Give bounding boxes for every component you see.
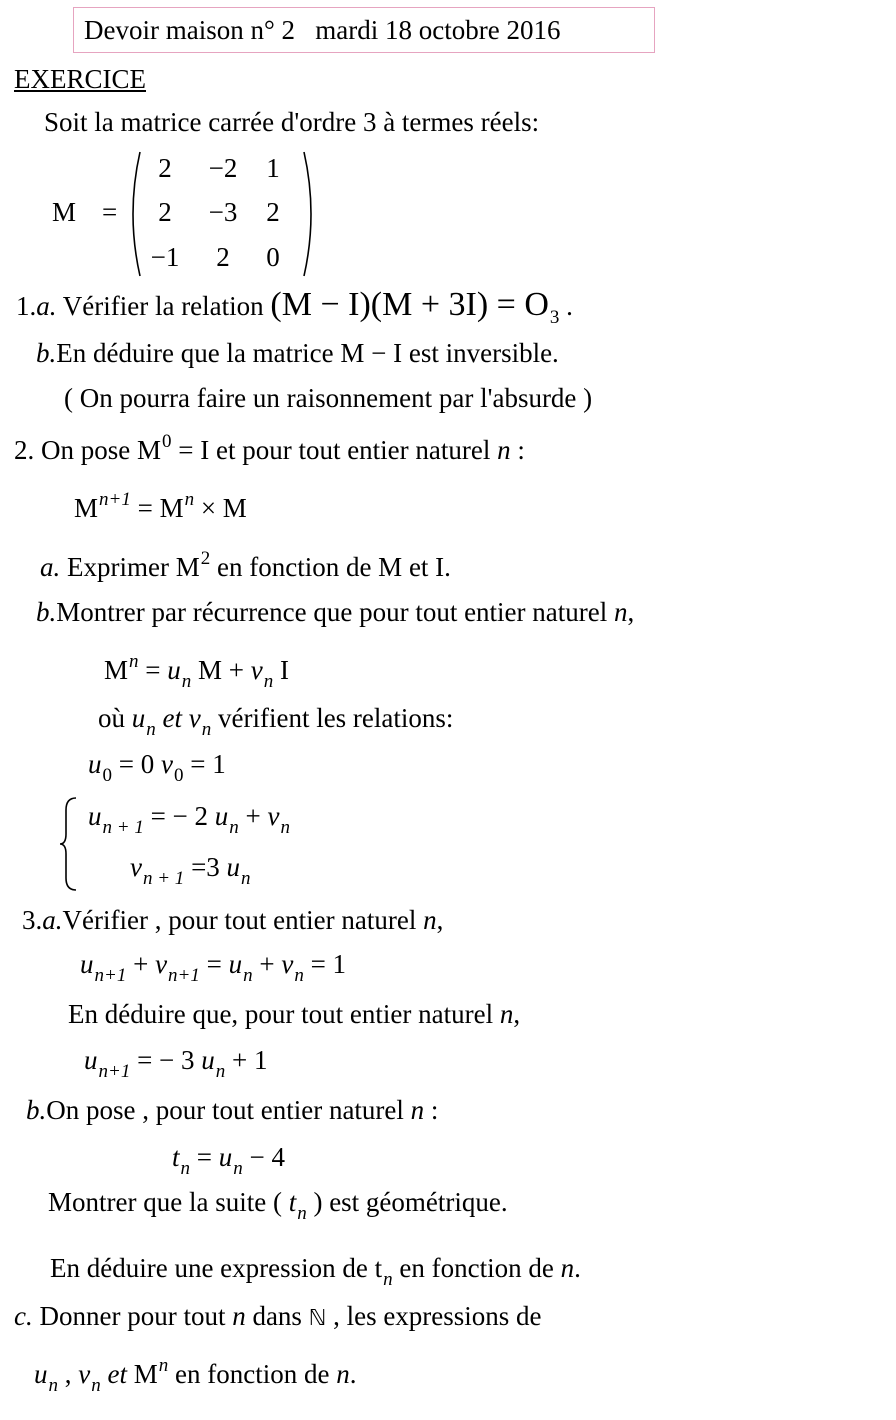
q2-letter-b: b. [36, 597, 57, 627]
q3c-text-b: dans [245, 1301, 309, 1331]
q2-intro-text-b: = I et pour tout entier naturel [171, 435, 498, 465]
rec-end: × M [194, 493, 247, 523]
sys1-sub2: n [229, 817, 239, 838]
q2a-text-b: en fonction de M et I. [210, 552, 451, 582]
mn-mid: M + [191, 655, 251, 685]
sys1-u: u [88, 801, 102, 831]
exercise-intro: Soit la matrice carrée d'ordre 3 à termes réels: [44, 107, 540, 137]
rec-m: M [74, 493, 99, 523]
eq1-sub3: n [243, 965, 253, 986]
question-1-hint: ( On pourra faire un raisonnement par l'absurde ) [64, 383, 593, 413]
sys2-v: v [130, 852, 142, 882]
q2a-sup: 2 [200, 548, 211, 569]
matrix-cell: 0 [266, 242, 280, 272]
eq1-v: v [155, 949, 168, 979]
where-u-sub: n [146, 719, 156, 740]
final-u: u [34, 1359, 48, 1389]
deduce-comma: , [513, 999, 521, 1029]
q1b-text: En déduire que la matrice M − I est inversible. [56, 338, 559, 368]
init-eq-v: = 1 [183, 749, 226, 779]
system-line-1 [88, 800, 290, 836]
where-et: et [155, 703, 189, 733]
q3a-text: Vérifier , pour tout entier naturel [62, 905, 424, 935]
mn-end: I [273, 655, 289, 685]
question-2a [40, 548, 451, 587]
final-n: n [336, 1359, 350, 1389]
final-expressions [34, 1355, 357, 1396]
expr-dot: . [574, 1253, 581, 1283]
q2a-text: Exprimer M [60, 552, 200, 582]
question-1b [36, 337, 559, 369]
geo-sub: n [297, 1203, 307, 1224]
final-dot: . [349, 1359, 357, 1389]
mn-m: M [104, 655, 129, 685]
init-eq-u: = 0 [112, 749, 161, 779]
init-u-sub: 0 [102, 765, 112, 786]
eq1-plus: + [126, 949, 156, 979]
q1a-relation: (M − I)(M + 3I) = O [270, 286, 549, 323]
expr-b: en fonction de [392, 1253, 561, 1283]
rec-mid: = M [130, 493, 184, 523]
mn-formula [104, 651, 289, 692]
question-2b [36, 596, 634, 628]
init-v-sub: 0 [173, 765, 184, 786]
final-sub1: n [48, 1375, 58, 1396]
question-3a [22, 904, 443, 936]
sys1-v: v [267, 801, 280, 831]
tdef-u: u [218, 1142, 233, 1172]
eq2-u2: u [201, 1045, 215, 1075]
geo-b: ) est géométrique. [306, 1187, 508, 1217]
question-3c [14, 1300, 542, 1335]
q3-number: 3. [22, 905, 43, 935]
q2-intro-colon: : [510, 435, 525, 465]
expr-a: En déduire une expression de t [50, 1253, 383, 1283]
q1-letter-b: b. [36, 338, 57, 368]
rec-sup-1: n+1 [99, 489, 131, 510]
sys1-mid: = − 2 [143, 801, 215, 831]
q1-number: 1. [16, 291, 37, 321]
q3c-text-a: Donner pour tout [32, 1301, 233, 1331]
question-3b [26, 1094, 438, 1126]
q2-intro-sup: 0 [162, 431, 172, 452]
final-comma: , [58, 1359, 79, 1389]
q1a-text: Vérifier la relation [62, 291, 264, 321]
q3a-n: n [423, 905, 437, 935]
tdef-end: − 4 [242, 1142, 285, 1172]
geo-t: t [288, 1187, 297, 1217]
sys2-mid: =3 [184, 852, 227, 882]
init-u: u [88, 749, 102, 779]
deduce-line [68, 998, 520, 1030]
q2-intro-text: 2. On pose M [14, 435, 161, 465]
question-1a [16, 286, 573, 328]
final-v: v [78, 1359, 91, 1389]
matrix-cell: 2 [216, 242, 230, 272]
eq1-sub2: n+1 [168, 965, 200, 986]
expr-sub: n [383, 1269, 393, 1290]
matrix-cell: 2 [266, 197, 280, 227]
system-line-2 [130, 851, 251, 887]
matrix-cell: −3 [208, 197, 238, 227]
eq2-sub2: n [215, 1061, 226, 1082]
tdef-t: t [172, 1142, 180, 1172]
exercise-heading: EXERCICE [14, 64, 146, 94]
where-clause [98, 702, 453, 738]
q3a-comma: , [436, 905, 444, 935]
matrix-cell: 2 [158, 197, 172, 227]
sys1-sub: n + 1 [102, 817, 144, 838]
eq2-mid: = − 3 [130, 1045, 202, 1075]
sys1-plus: + [238, 801, 268, 831]
sys2-u: u [226, 852, 241, 882]
question-2-intro [14, 431, 525, 470]
final-sup: n [158, 1355, 169, 1376]
q3b-text: On pose , pour tout entier naturel [46, 1095, 411, 1125]
q1-letter-a: a. [36, 291, 57, 321]
where-v-sub: n [201, 719, 212, 740]
init-v: v [160, 749, 173, 779]
t-definition [172, 1141, 285, 1177]
sys1-sub3: n [280, 817, 291, 838]
q3b-colon: : [424, 1095, 439, 1125]
matrix-cell: 2 [158, 153, 172, 183]
where-v: v [188, 703, 201, 733]
eq1-sub4: n [294, 965, 304, 986]
rec-sup-2: n [184, 489, 195, 510]
sys1-u2: u [214, 801, 229, 831]
geo-a: Montrer que la suite ( [48, 1187, 289, 1217]
where-u: u [131, 703, 146, 733]
q2b-text: Montrer par récurrence que pour tout entier naturel [56, 597, 614, 627]
tdef-eq: = [190, 1142, 219, 1172]
recurrence-definition [74, 489, 247, 528]
eq1-plus2: + [252, 949, 282, 979]
mn-v-sub: n [263, 671, 274, 692]
assignment-title: Devoir maison n° 2 mardi 18 octobre 2016 [73, 7, 655, 53]
sum-identity [80, 948, 346, 984]
eq1-v2: v [281, 949, 294, 979]
q2-letter-a: a. [40, 552, 61, 582]
eq2-end: + 1 [225, 1045, 268, 1075]
eq1-sub1: n+1 [94, 965, 127, 986]
q3c-text-c: , les expressions de [326, 1301, 542, 1331]
tdef-sub2: n [233, 1158, 243, 1179]
mn-v: v [250, 655, 263, 685]
deduce-text: En déduire que, pour tout entier naturel [68, 999, 500, 1029]
sys2-sub: n + 1 [142, 868, 185, 889]
where-b: vérifient les relations: [211, 703, 454, 733]
sys2-sub2: n [241, 868, 251, 889]
q1a-period: . [566, 291, 573, 321]
q3-letter-c: c. [14, 1301, 33, 1331]
eq1-end: = 1 [303, 949, 347, 979]
eq2-sub1: n+1 [98, 1061, 131, 1082]
mn-sup: n [129, 651, 139, 672]
mn-u: u [167, 655, 181, 685]
final-m: M [133, 1359, 158, 1389]
mn-eq: = [138, 655, 168, 685]
q2b-comma: , [627, 597, 635, 627]
where-a: où [98, 703, 132, 733]
mn-u-sub: n [181, 671, 192, 692]
q3c-n: n [232, 1301, 246, 1331]
q2b-n: n [614, 597, 628, 627]
initial-conditions [88, 748, 226, 784]
matrix-cell: −1 [150, 242, 180, 272]
matrix-cell: −2 [208, 153, 238, 183]
q3-letter-b: b. [26, 1095, 47, 1125]
matrix-equals: = [102, 197, 118, 227]
eq1-u: u [80, 949, 94, 979]
eq1-u2: u [228, 949, 243, 979]
final-sub2: n [91, 1375, 101, 1396]
q1a-subscript: 3 [549, 307, 560, 328]
q3b-n: n [410, 1095, 425, 1125]
q3-letter-a: a. [42, 905, 63, 935]
matrix-cell: 1 [266, 153, 280, 183]
expr-n: n [560, 1253, 575, 1283]
final-text: en fonction de [168, 1359, 337, 1389]
expression-question [50, 1252, 581, 1288]
eq2-u: u [84, 1045, 98, 1075]
geometric-question [48, 1186, 508, 1222]
tdef-sub: n [180, 1158, 191, 1179]
deduce-n: n [499, 999, 514, 1029]
final-et: et [100, 1359, 134, 1389]
system-brace [58, 796, 82, 892]
matrix-name: M [52, 197, 77, 227]
naturals-symbol: ℕ [308, 1306, 327, 1331]
u-recurrence [84, 1044, 268, 1080]
q2-intro-n: n [497, 435, 511, 465]
eq1-eq: = [199, 949, 229, 979]
